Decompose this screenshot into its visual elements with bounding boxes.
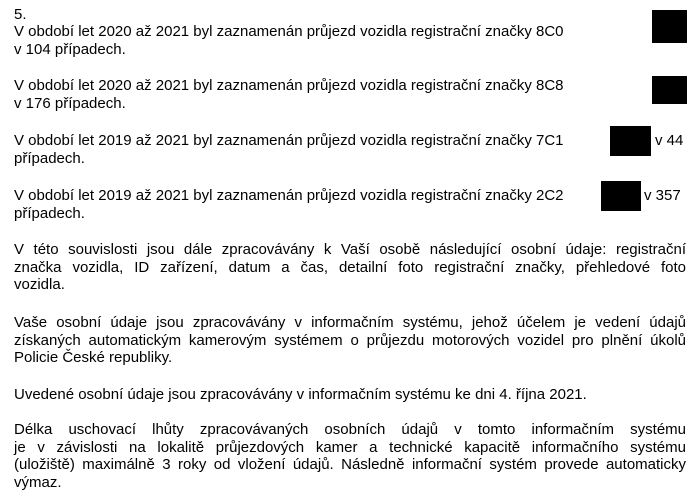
record-3-line2: případech.	[14, 150, 85, 167]
paragraph-retention-period	[14, 421, 686, 491]
section-number: 5.	[14, 6, 27, 23]
paragraph-line	[14, 276, 686, 294]
redaction-block	[610, 126, 651, 156]
paragraph-processing-date	[14, 386, 686, 404]
paragraph-line-text: Délka uschovací lhůty zpracovávaných osobních údajů v tomto informačním systému	[14, 421, 686, 439]
record-2-line2: v 176 případech.	[14, 95, 126, 112]
paragraph-personal-data	[14, 241, 686, 294]
record-4-line2: případech.	[14, 205, 85, 222]
paragraph-line	[14, 314, 686, 332]
paragraph-line-text: získaných automatickým kamerovým systémem o průjezdu motorových vozidel pro plnění úkolů	[14, 332, 686, 350]
paragraph-line	[14, 456, 686, 474]
record-3-count: v 44	[655, 132, 683, 149]
paragraph-line	[14, 386, 686, 404]
record-4-count: v 357	[644, 187, 681, 204]
paragraph-line	[14, 332, 686, 350]
paragraph-line-text: Policie České republiky.	[14, 349, 172, 366]
paragraph-line-text: Uvedené osobní údaje jsou zpracovávány v informačním systému ke dni 4. října 2021.	[14, 386, 587, 403]
paragraph-line-text: je v závislosti na lokalitě průjezdových kamer a technické kapacitě informačního systému	[14, 439, 686, 457]
paragraph-information-system	[14, 314, 686, 367]
record-1-line2: v 104 případech.	[14, 41, 126, 58]
paragraph-line-text: značka vozidla, ID zařízení, datum a čas, detailní foto registrační značky, přehledové foto	[14, 259, 686, 277]
paragraph-line-text: výmaz.	[14, 474, 62, 491]
paragraph-line-text: V této souvislosti jsou dále zpracovávány k Vaší osobě následující osobní údaje: registrační	[14, 241, 686, 259]
record-1-line1: V období let 2020 až 2021 byl zaznamenán průjezd vozidla registrační značky 8C0	[14, 23, 564, 40]
paragraph-line	[14, 421, 686, 439]
paragraph-line	[14, 474, 686, 491]
record-3-line1: V období let 2019 až 2021 byl zaznamenán průjezd vozidla registrační značky 7C1	[14, 132, 564, 149]
paragraph-line	[14, 241, 686, 259]
paragraph-line-text: vozidla.	[14, 276, 65, 293]
paragraph-line-text: Vaše osobní údaje jsou zpracovávány v informačním systému, jehož účelem je vedení údajů	[14, 314, 686, 332]
redaction-block	[652, 10, 687, 43]
redaction-block	[652, 76, 687, 104]
paragraph-line	[14, 259, 686, 277]
redaction-block	[601, 181, 641, 211]
record-4-line1: V období let 2019 až 2021 byl zaznamenán průjezd vozidla registrační značky 2C2	[14, 187, 564, 204]
record-2-line1: V období let 2020 až 2021 byl zaznamenán průjezd vozidla registrační značky 8C8	[14, 77, 564, 94]
paragraph-line	[14, 439, 686, 457]
paragraph-line-text: (uložiště) maximálně 3 roky od vložení údajů. Následně informační systém provede automaticky	[14, 456, 686, 474]
paragraph-line	[14, 349, 686, 367]
